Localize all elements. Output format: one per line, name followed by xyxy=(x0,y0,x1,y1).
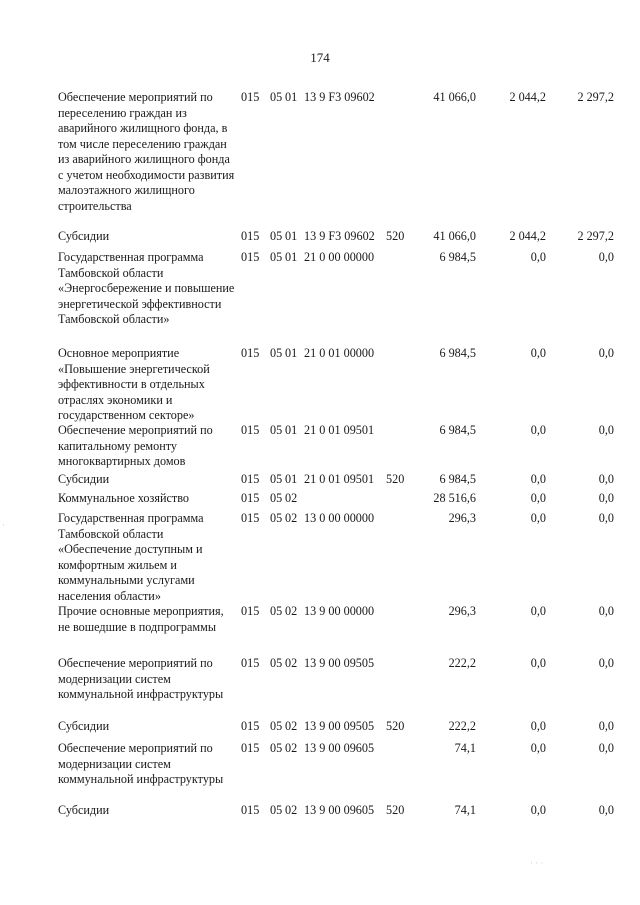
cell-v2: 2 044,2 xyxy=(509,90,546,104)
cell-csr: 21 0 01 09501 xyxy=(304,472,375,486)
cell-rz: 05 xyxy=(270,511,283,525)
row-name: Обеспечение мероприятий по капитальному ремонту многоквартирных домов xyxy=(58,423,213,468)
cell-ved: 015 xyxy=(241,719,260,733)
cell-v3: 0,0 xyxy=(598,741,614,755)
cell-ved: 015 xyxy=(241,423,260,437)
cell-pr: 01 xyxy=(285,229,298,243)
cell-csr: 13 9 00 09505 xyxy=(304,656,375,670)
row-name: Субсидии xyxy=(58,472,110,486)
cell-v1: 6 984,5 xyxy=(439,472,476,486)
cell-v3: 2 297,2 xyxy=(577,90,614,104)
cell-rz: 05 xyxy=(270,346,283,360)
scan-artifact: · · · xyxy=(530,858,544,868)
cell-v2: 0,0 xyxy=(530,741,546,755)
cell-rz: 05 xyxy=(270,229,283,243)
cell-csr: 13 9 00 09505 xyxy=(304,719,375,733)
cell-v1: 28 516,6 xyxy=(433,491,476,505)
cell-ved: 015 xyxy=(241,511,260,525)
cell-v2: 0,0 xyxy=(530,346,546,360)
cell-rz: 05 xyxy=(270,803,283,817)
cell-ved: 015 xyxy=(241,803,260,817)
scan-artifact: · xyxy=(2,520,5,530)
cell-rz: 05 xyxy=(270,423,283,437)
row-name: Прочие основные мероприятия, не вошедшие в подпрограммы xyxy=(58,604,224,634)
cell-v1: 41 066,0 xyxy=(433,90,476,104)
row-name: Основное мероприятие «Повышение энергетической эффективности в отдельных отраслях экономики и государственном секторе» xyxy=(58,346,210,422)
cell-ved: 015 xyxy=(241,656,260,670)
cell-csr: 21 0 01 09501 xyxy=(304,423,375,437)
cell-v2: 0,0 xyxy=(530,604,546,618)
cell-v3: 2 297,2 xyxy=(577,229,614,243)
cell-pr: 01 xyxy=(285,250,298,264)
cell-csr: 13 9 00 00000 xyxy=(304,604,375,618)
cell-v1: 296,3 xyxy=(448,511,476,525)
cell-rz: 05 xyxy=(270,491,283,505)
cell-pr: 02 xyxy=(285,511,298,525)
cell-v3: 0,0 xyxy=(598,423,614,437)
page-number: 174 xyxy=(310,50,330,65)
cell-vr: 520 xyxy=(386,803,405,817)
cell-csr: 13 9 00 09605 xyxy=(304,803,375,817)
cell-v3: 0,0 xyxy=(598,250,614,264)
cell-csr: 21 0 00 00000 xyxy=(304,250,375,264)
row-name: Субсидии xyxy=(58,719,110,733)
row-name: Обеспечение мероприятий по модернизации систем коммунальной инфраструктуры xyxy=(58,656,224,701)
cell-v3: 0,0 xyxy=(598,656,614,670)
row-name: Субсидии xyxy=(58,229,110,243)
cell-ved: 015 xyxy=(241,90,260,104)
cell-ved: 015 xyxy=(241,250,260,264)
cell-v1: 222,2 xyxy=(448,719,476,733)
cell-vr: 520 xyxy=(386,472,405,486)
cell-v1: 6 984,5 xyxy=(439,346,476,360)
row-name: Обеспечение мероприятий по переселению граждан из аварийного жилищного фонда, в том числе переселению граждан из аварийного жилищного фонда с учетом необходимости развития малоэтажного жилищного строительства xyxy=(58,90,235,213)
cell-pr: 02 xyxy=(285,604,298,618)
cell-csr: 13 9 F3 09602 xyxy=(304,90,375,104)
cell-rz: 05 xyxy=(270,250,283,264)
cell-v3: 0,0 xyxy=(598,803,614,817)
cell-rz: 05 xyxy=(270,741,283,755)
cell-v2: 0,0 xyxy=(530,719,546,733)
cell-v2: 0,0 xyxy=(530,472,546,486)
cell-v2: 0,0 xyxy=(530,511,546,525)
cell-v3: 0,0 xyxy=(598,719,614,733)
cell-pr: 02 xyxy=(285,741,298,755)
cell-pr: 02 xyxy=(285,491,298,505)
cell-pr: 01 xyxy=(285,90,298,104)
cell-pr: 01 xyxy=(285,346,298,360)
cell-v2: 0,0 xyxy=(530,656,546,670)
row-name: Обеспечение мероприятий по модернизации систем коммунальной инфраструктуры xyxy=(58,741,224,786)
cell-v1: 6 984,5 xyxy=(439,250,476,264)
cell-vr: 520 xyxy=(386,719,405,733)
cell-csr: 21 0 01 00000 xyxy=(304,346,375,360)
cell-pr: 02 xyxy=(285,719,298,733)
cell-v3: 0,0 xyxy=(598,604,614,618)
cell-csr: 13 9 00 09605 xyxy=(304,741,375,755)
cell-ved: 015 xyxy=(241,491,260,505)
cell-pr: 02 xyxy=(285,803,298,817)
cell-rz: 05 xyxy=(270,656,283,670)
cell-v1: 74,1 xyxy=(454,803,476,817)
cell-v2: 0,0 xyxy=(530,423,546,437)
cell-v1: 41 066,0 xyxy=(433,229,476,243)
cell-ved: 015 xyxy=(241,604,260,618)
cell-rz: 05 xyxy=(270,472,283,486)
cell-v3: 0,0 xyxy=(598,511,614,525)
cell-csr: 13 9 F3 09602 xyxy=(304,229,375,243)
cell-ved: 015 xyxy=(241,346,260,360)
row-name: Государственная программа Тамбовской области «Обеспечение доступным и комфортным жильем и коммунальными услугами населения области» xyxy=(58,511,204,603)
row-name: Коммунальное хозяйство xyxy=(58,491,189,505)
cell-v3: 0,0 xyxy=(598,472,614,486)
cell-csr: 13 0 00 00000 xyxy=(304,511,375,525)
cell-rz: 05 xyxy=(270,90,283,104)
cell-v3: 0,0 xyxy=(598,491,614,505)
cell-v1: 296,3 xyxy=(448,604,476,618)
row-name: Субсидии xyxy=(58,803,110,817)
cell-ved: 015 xyxy=(241,741,260,755)
cell-v2: 0,0 xyxy=(530,491,546,505)
cell-v1: 222,2 xyxy=(448,656,476,670)
cell-pr: 01 xyxy=(285,472,298,486)
cell-rz: 05 xyxy=(270,604,283,618)
cell-ved: 015 xyxy=(241,472,260,486)
cell-v1: 6 984,5 xyxy=(439,423,476,437)
cell-ved: 015 xyxy=(241,229,260,243)
row-name: Государственная программа Тамбовской области «Энергосбережение и повышение энергетической эффективности Тамбовской области» xyxy=(58,250,235,326)
cell-rz: 05 xyxy=(270,719,283,733)
cell-v2: 0,0 xyxy=(530,803,546,817)
cell-v1: 74,1 xyxy=(454,741,476,755)
cell-vr: 520 xyxy=(386,229,405,243)
cell-pr: 01 xyxy=(285,423,298,437)
cell-v3: 0,0 xyxy=(598,346,614,360)
cell-v2: 2 044,2 xyxy=(509,229,546,243)
cell-pr: 02 xyxy=(285,656,298,670)
cell-v2: 0,0 xyxy=(530,250,546,264)
